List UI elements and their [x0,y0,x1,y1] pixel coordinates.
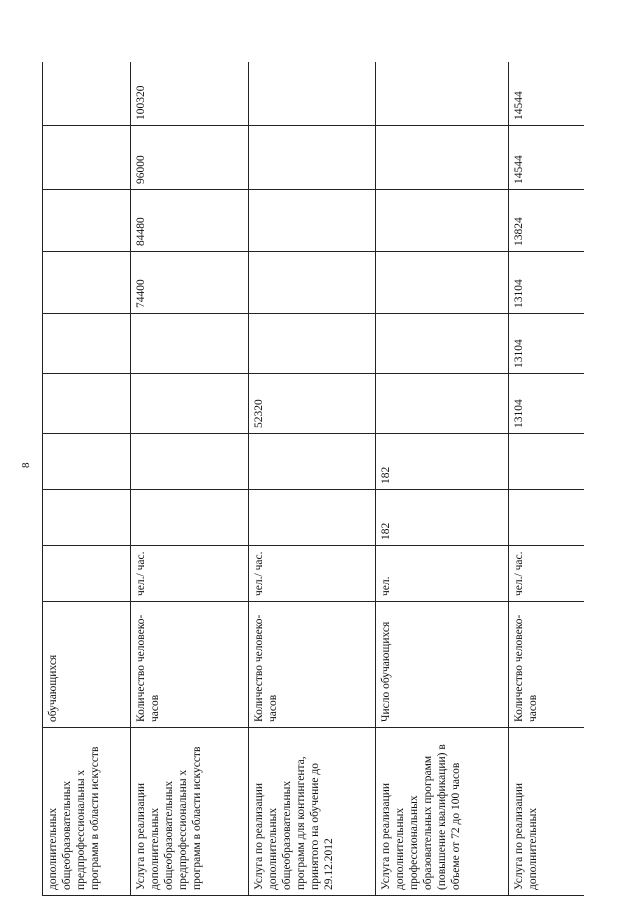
value-cell [249,490,376,546]
value-cell: 100320 [131,62,249,126]
table-row [131,62,249,896]
value-cell [43,252,131,314]
value-cell [131,490,249,546]
value-cell [131,314,249,374]
indicator-cell: Количество человеко-часов [509,602,585,728]
value-cell: 84480 [131,190,249,252]
value-cell [249,190,376,252]
value-cell [249,62,376,126]
value-cell [376,126,509,190]
indicator-cell: Количество человеко-часов [249,602,376,728]
value-cell [131,374,249,434]
value-cell [376,62,509,126]
value-cell [43,126,131,190]
value-cell: 13824 [509,190,585,252]
unit-cell: чел./ час. [249,546,376,602]
unit-cell [43,546,131,602]
table-row [376,62,509,896]
value-cell [43,374,131,434]
value-cell [376,374,509,434]
unit-cell: чел./ час. [131,546,249,602]
data-table [42,62,584,896]
table-row [43,62,131,896]
value-cell: 96000 [131,126,249,190]
value-cell [43,190,131,252]
indicator-cell: обучающихся [43,602,131,728]
value-cell: 13104 [509,374,585,434]
unit-cell: чел. [376,546,509,602]
service-name-cell: Услуга по реализации дополнительных [509,728,585,896]
table-row [249,62,376,896]
value-cell: 14544 [509,126,585,190]
value-cell [249,314,376,374]
value-cell [249,434,376,490]
service-name-cell: Услуга по реализации дополнительных общеобразовательных программ для контингента, принятого на обучение до 29.12.2012 [249,728,376,896]
value-cell [249,252,376,314]
service-name-cell: дополнительных общеобразовательных предпрофессиональны х программ в области искусств [43,728,131,896]
value-cell [376,190,509,252]
indicator-cell: Количество человеко-часов [131,602,249,728]
value-cell: 52320 [249,374,376,434]
value-cell: 74400 [131,252,249,314]
value-cell: 182 [376,434,509,490]
value-cell [376,314,509,374]
rotated-page [42,62,584,896]
value-cell: 13104 [509,314,585,374]
service-name-cell: Услуга по реализации дополнительных профессиональных образовательных программ (повышение квалификации) в объеме от 72 до 100 часов [376,728,509,896]
value-cell: 13104 [509,252,585,314]
value-cell: 14544 [509,62,585,126]
value-cell [43,314,131,374]
value-cell [43,434,131,490]
service-name-cell: Услуга по реализации дополнительных общеобразовательных предпрофессиональны х программ в области искусств [131,728,249,896]
value-cell [509,490,585,546]
value-cell [131,434,249,490]
value-cell [43,62,131,126]
value-cell [249,126,376,190]
unit-cell: чел./ час. [509,546,585,602]
table-row [509,62,585,896]
page-number: 8 [20,462,32,468]
indicator-cell: Число обучающихся [376,602,509,728]
value-cell: 182 [376,490,509,546]
value-cell [376,252,509,314]
value-cell [509,434,585,490]
value-cell [43,490,131,546]
